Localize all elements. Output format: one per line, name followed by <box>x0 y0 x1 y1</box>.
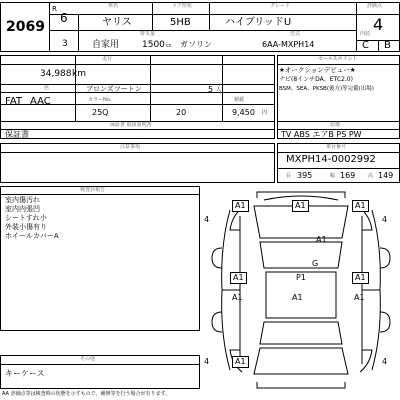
extra-label: その他 <box>80 356 96 362</box>
interior-label: 内装 <box>360 31 371 37</box>
chassis-number: MXPH14-0002992 <box>286 154 376 165</box>
load-value: 9,450 <box>232 108 255 117</box>
damage-mark-a1-top-center: A1 <box>292 200 309 212</box>
year-top: 6 <box>60 11 68 25</box>
load-unit: 円 <box>262 110 268 116</box>
mileage-unit: km <box>72 69 86 79</box>
damage-mark-a1-left-front: A1 <box>230 272 247 284</box>
damage-mark-a1-right-rear: A1 <box>354 293 365 302</box>
usage: 自家用 <box>92 40 120 50</box>
damage-mark-a1-top-right: A1 <box>352 200 369 212</box>
car-name: ヤリス <box>102 17 132 28</box>
displacement-unit: cc <box>166 43 172 49</box>
ac: AAC <box>30 96 51 107</box>
height-label: 高 <box>368 173 374 179</box>
car-diagram <box>202 186 400 396</box>
mileage: 34,988 <box>40 69 72 79</box>
defect-item: シートすれ小 <box>5 214 47 222</box>
displacement: 1500 <box>142 40 165 50</box>
score: 4 <box>373 15 384 34</box>
damage-mark-a1-roof: A1 <box>292 293 303 302</box>
defects-label: 検査員報告 <box>80 187 106 193</box>
grade: ハイブリッドU <box>225 17 292 28</box>
documents: 保証書 <box>5 130 29 139</box>
interior-score: C <box>362 40 369 51</box>
model-code: 6AA-MXPH14 <box>262 40 315 49</box>
footer-note: AA 評価点等は検査時の状態を示すもので、補修等を行う場合が有ります。 <box>2 391 171 397</box>
color-no-label: カラーNo. <box>88 97 112 103</box>
width-label: 幅 <box>330 173 336 179</box>
displacement-label: 排気量 <box>140 31 156 37</box>
width: 169 <box>340 171 356 180</box>
grade-label: グレード <box>270 3 291 9</box>
year-bottom: 3 <box>62 39 68 49</box>
door-label: ドア形状 <box>172 3 192 9</box>
sales-point-1: ★オークションデビュー★ <box>279 66 356 74</box>
seats: 5 <box>208 85 214 94</box>
load-label: 積載 <box>234 97 245 103</box>
color-code: 25Q <box>92 108 109 117</box>
defect-item: 室内傷汚れ <box>5 196 40 204</box>
trim-code: 20 <box>176 108 187 117</box>
damage-mark-a1-right-front: A1 <box>352 272 369 284</box>
defect-item: 室内内張凹 <box>5 205 40 213</box>
sales-point-2: ナビ(8インチDA、ETC2.0) <box>279 76 353 83</box>
fuel: ガソリン <box>180 40 212 49</box>
shift: FAT <box>5 96 23 107</box>
damage-mark-a1-bottom: A1 <box>232 356 249 368</box>
tire-front-left: 4 <box>204 215 210 224</box>
r-mark: R <box>52 5 57 13</box>
exterior-score: B <box>384 40 391 51</box>
defect-item: ホイールカバーA <box>5 232 59 240</box>
height: 149 <box>378 171 394 180</box>
mileage-label: 走行 <box>102 56 113 62</box>
model-label: 型式 <box>290 31 301 37</box>
chassis-label: 車台番号 <box>326 144 347 150</box>
door-type: 5HB <box>170 17 191 28</box>
equipment-label: 装備 <box>330 122 341 128</box>
sales-point-3: BSM、SEA、PKSB(後方)等完備(出場) <box>279 86 374 92</box>
length-label: 長 <box>286 173 292 179</box>
seats-unit: 人 <box>216 87 222 93</box>
sales-point-label: セールスポイント <box>318 56 358 62</box>
history-label: 保証書 取扱説明書 <box>110 122 152 128</box>
defects-list <box>5 196 59 241</box>
extra-item: キーケース <box>5 369 45 378</box>
color-label: 色 <box>44 85 50 91</box>
length: 395 <box>297 171 313 180</box>
equipment: TV ABS エアB PS PW <box>281 130 362 139</box>
damage-mark-p1-roof: P1 <box>296 273 306 282</box>
defect-item: 外装小傷有り <box>5 223 47 231</box>
remarks-label: 注意事項 <box>120 144 141 150</box>
damage-mark-g-windshield: G <box>312 259 319 268</box>
damage-mark-a1-left-rear: A1 <box>232 293 243 302</box>
color: ブロンズツートン <box>86 85 142 93</box>
damage-mark-a1-top-left: A1 <box>232 200 249 212</box>
lot-number: 2069 <box>6 19 45 35</box>
damage-mark-a1-hood: A1 <box>316 235 327 244</box>
car-name-label: 車名 <box>108 3 119 9</box>
tire-front-right: 4 <box>382 215 388 224</box>
tire-rear-right: 4 <box>382 357 388 366</box>
score-label: 評価点 <box>367 3 383 9</box>
tire-rear-left: 4 <box>204 357 210 366</box>
